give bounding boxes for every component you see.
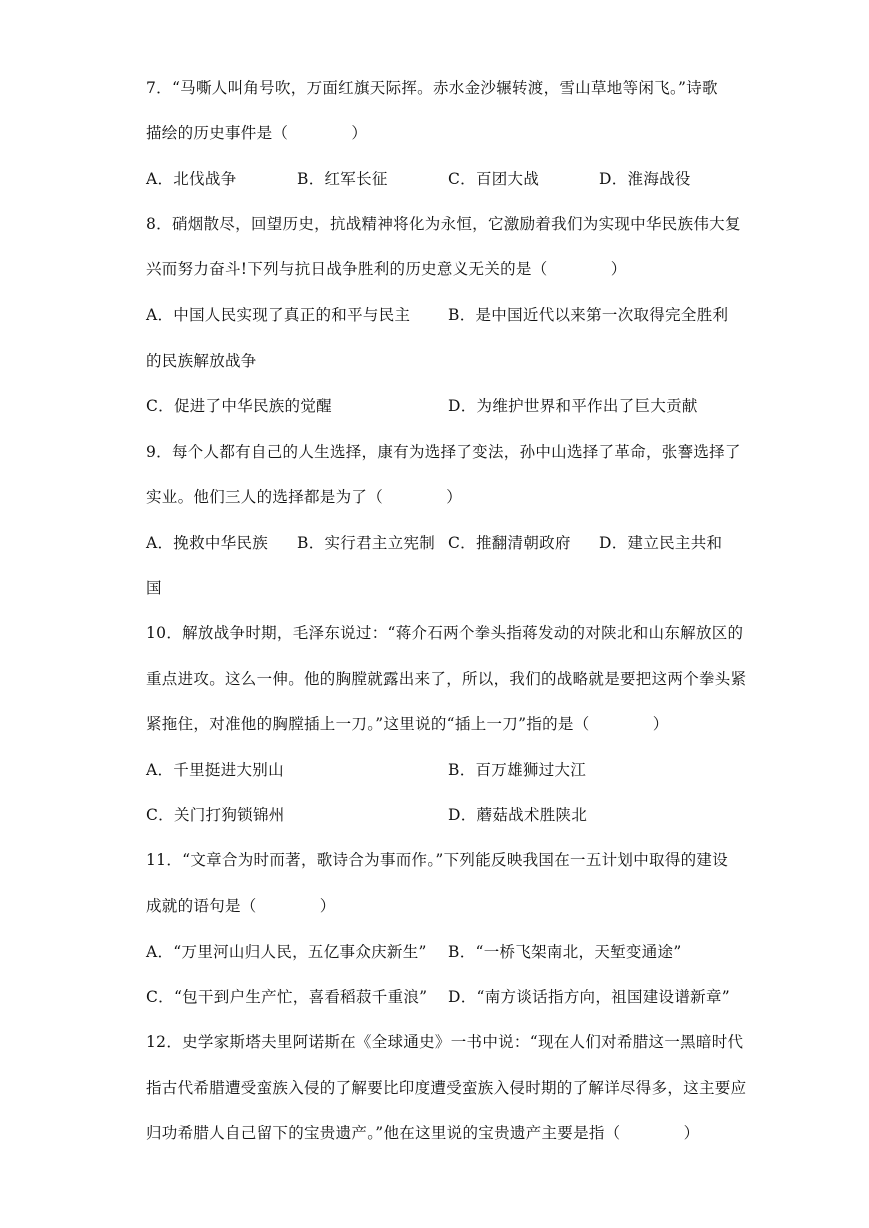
question-11-stem-line-2: 成就的语句是（ ） xyxy=(146,897,336,915)
question-9-option-d-continued: 国 xyxy=(146,579,162,597)
question-9-stem-line-1: 9．每个人都有自己的人生选择，康有为选择了变法，孙中山选择了革命，张謇选择了 xyxy=(146,443,741,461)
question-7-option-d: D．淮海战役 xyxy=(599,170,691,188)
question-10-stem-line-1: 10．解放战争时期，毛泽东说过：“蒋介石两个拳头指蒋发动的对陕北和山东解放区的 xyxy=(146,624,744,642)
question-10-option-d: D．蘑菇战术胜陕北 xyxy=(448,806,588,824)
question-11-option-d: D．“南方谈话指方向，祖国建设谱新章” xyxy=(448,988,730,1006)
question-12-stem-line-2: 指古代希腊遭受蛮族入侵的了解要比印度遭受蛮族入侵时期的了解详尽得多，这主要应 xyxy=(146,1079,747,1097)
question-9-option-d: D．建立民主共和 xyxy=(599,534,723,552)
question-7-option-a: A．北伐战争 xyxy=(146,170,237,188)
question-7-option-b: B．红军长征 xyxy=(297,170,388,188)
question-11-option-b: B．“一桥飞架南北，天堑变通途” xyxy=(448,943,682,961)
question-8-stem-line-1: 8．硝烟散尽，回望历史，抗战精神将化为永恒，它激励着我们为实现中华民族伟大复 xyxy=(146,215,741,233)
question-9-option-a: A．挽救中华民族 xyxy=(146,534,269,552)
question-10-option-c: C．关门打狗锁锦州 xyxy=(146,806,285,824)
question-7-stem-line-2: 描绘的历史事件是（ ） xyxy=(146,124,368,142)
question-10-stem-line-2: 重点进攻。这么一伸。他的胸膛就露出来了，所以，我们的战略就是要把这两个拳头紧 xyxy=(146,670,747,688)
question-8-option-b-continued: 的民族解放战争 xyxy=(146,352,257,370)
question-10-option-a: A．千里挺进大别山 xyxy=(146,761,284,779)
question-8-option-c: C．促进了中华民族的觉醒 xyxy=(146,397,332,415)
question-9-option-b: B．实行君主立宪制 xyxy=(297,534,436,552)
question-8-option-b: B．是中国近代以来第一次取得完全胜利 xyxy=(448,306,729,324)
question-12-stem-line-1: 12．史学家斯塔夫里阿诺斯在《全球通史》一书中说：“现在人们对希腊这一黑暗时代 xyxy=(146,1033,744,1051)
question-7-option-c: C．百团大战 xyxy=(448,170,540,188)
question-12-stem-line-3: 归功希腊人自己留下的宝贵遗产。”他在这里说的宝贵遗产主要是指（ ） xyxy=(146,1124,700,1142)
question-8-stem-line-2: 兴而努力奋斗!下列与抗日战争胜利的历史意义无关的是（ ） xyxy=(146,260,627,278)
question-7-stem-line-1: 7．“马嘶人叫角号吹，万面红旗天际挥。赤水金沙辗转渡，雪山草地等闲飞。”诗歌 xyxy=(146,79,718,97)
question-10-stem-line-3: 紧拖住，对准他的胸膛插上一刀。”这里说的“插上一刀”指的是（ ） xyxy=(146,715,669,733)
question-10-option-b: B．百万雄狮过大江 xyxy=(448,761,587,779)
question-11-option-c: C．“包干到户生产忙，喜看稻菽千重浪” xyxy=(146,988,428,1006)
question-8-option-a: A．中国人民实现了真正的和平与民主 xyxy=(146,306,411,324)
question-11-option-a: A．“万里河山归人民，五亿事众庆新生” xyxy=(146,943,427,961)
question-9-option-c: C．推翻清朝政府 xyxy=(448,534,571,552)
question-9-stem-line-2: 实业。他们三人的选择都是为了（ ） xyxy=(146,488,463,506)
question-8-option-d: D．为维护世界和平作出了巨大贡献 xyxy=(448,397,698,415)
question-11-stem-line-1: 11．“文章合为时而著，歌诗合为事而作。”下列能反映我国在一五计划中取得的建设 xyxy=(146,851,729,869)
